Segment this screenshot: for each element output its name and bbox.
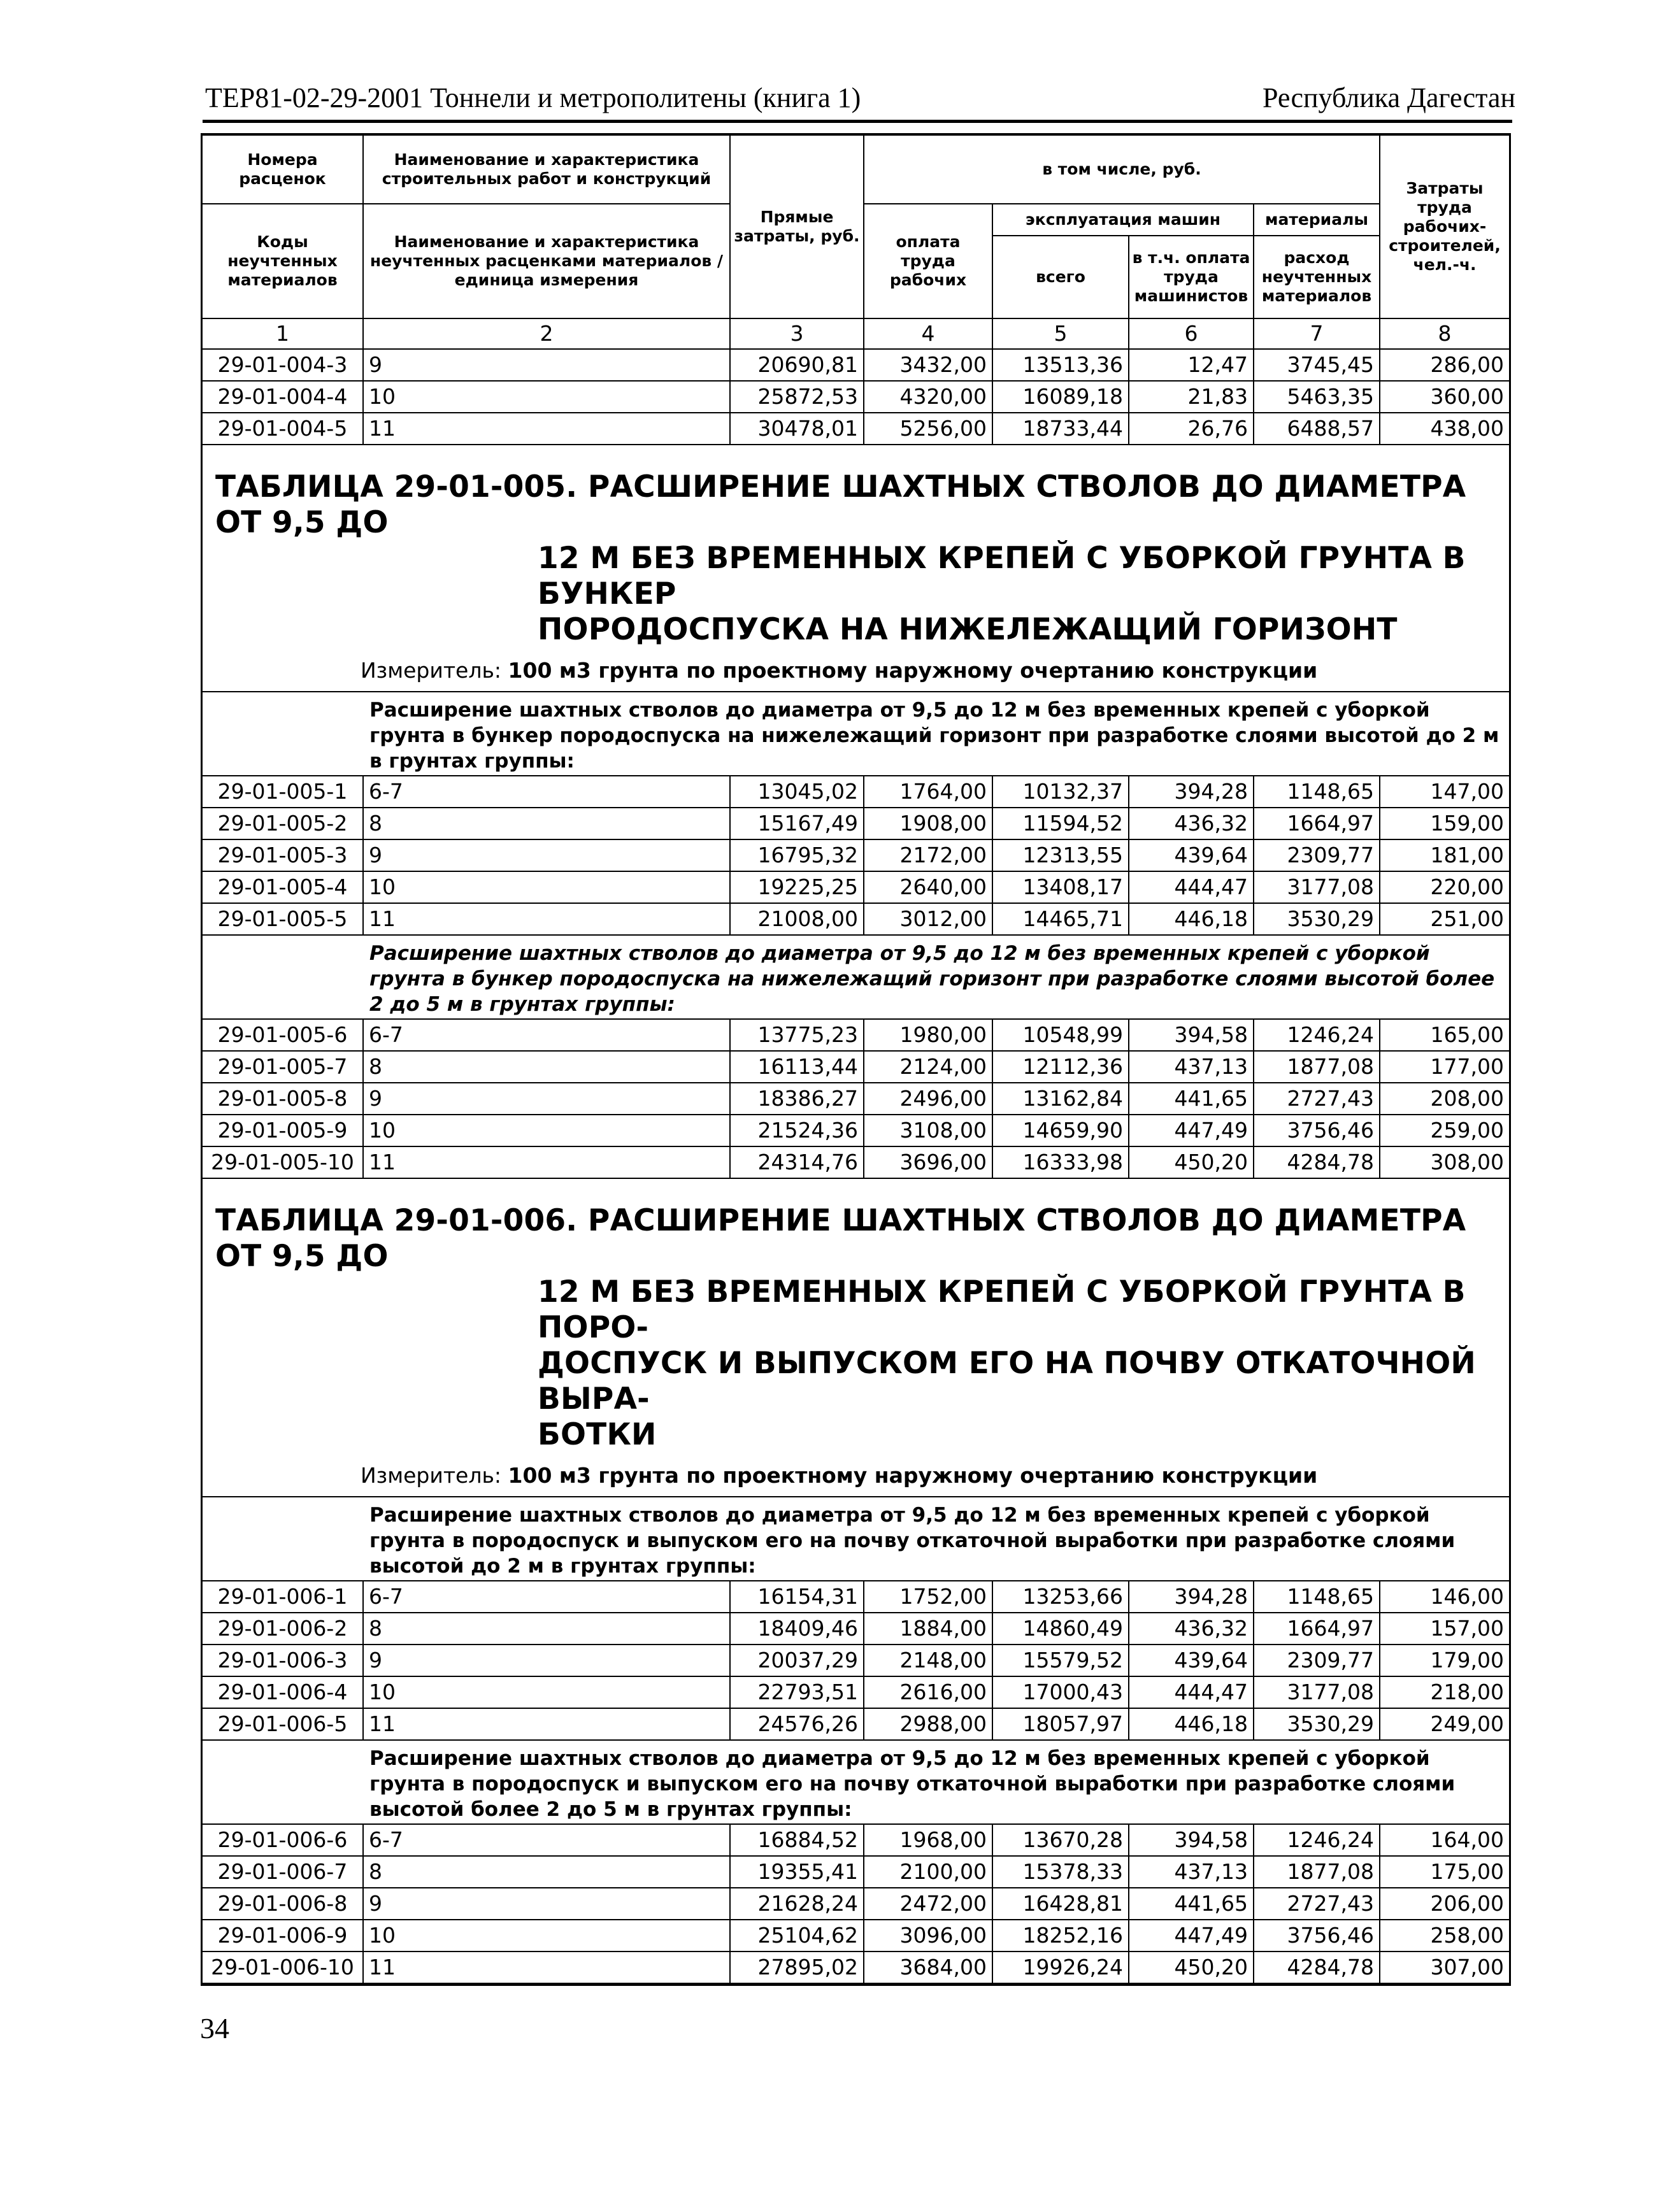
value-cell: 2640,00	[864, 871, 992, 903]
soil-group-cell: 9	[363, 839, 730, 871]
measure-line	[203, 653, 1509, 691]
value-cell: 1877,08	[1254, 1051, 1380, 1083]
value-cell: 2172,00	[864, 839, 992, 871]
column-number: 4	[864, 318, 992, 349]
group-heading-row	[203, 1497, 1509, 1581]
value-cell: 3432,00	[864, 349, 992, 381]
value-cell: 3745,45	[1254, 349, 1380, 381]
group-heading-row	[203, 692, 1509, 776]
value-cell: 159,00	[1380, 808, 1509, 839]
group-heading-spacer	[203, 935, 363, 1019]
table-row	[203, 1676, 1509, 1708]
col1-bottom-header: Коды неучтенных материалов	[203, 204, 363, 318]
value-cell: 164,00	[1380, 1824, 1509, 1856]
rate-code-cell: 29-01-005-1	[203, 776, 363, 808]
soil-group-cell: 8	[363, 1856, 730, 1888]
rate-code-cell: 29-01-005-10	[203, 1146, 363, 1178]
value-cell: 3530,29	[1254, 1708, 1380, 1740]
value-cell: 3756,46	[1254, 1920, 1380, 1952]
soil-group-cell: 6-7	[363, 1581, 730, 1613]
value-cell: 12313,55	[992, 839, 1129, 871]
measure-value: 100 м3 грунта по проектному наружному очертанию конструкции	[508, 658, 1318, 683]
table-row	[203, 1952, 1509, 1983]
value-cell: 439,64	[1129, 1645, 1254, 1676]
value-cell: 11594,52	[992, 808, 1129, 839]
value-cell: 2727,43	[1254, 1083, 1380, 1115]
value-cell: 18386,27	[730, 1083, 864, 1115]
soil-group-cell: 6-7	[363, 1019, 730, 1051]
document-header-region: Республика Дагестан	[1262, 82, 1515, 113]
value-cell: 157,00	[1380, 1613, 1509, 1645]
value-cell: 441,65	[1129, 1083, 1254, 1115]
value-cell: 394,28	[1129, 1581, 1254, 1613]
value-cell: 21524,36	[730, 1115, 864, 1146]
group-heading-text: Расширение шахтных стволов до диаметра от 9,5 до 12 м без временных крепей с уборкой грунта в бункер породоспуска на нижележащий горизонт при разработке слоями высотой более 2 до 5 м в грунтах группы:	[369, 942, 1495, 1016]
value-cell: 4284,78	[1254, 1146, 1380, 1178]
col6-header: в т.ч. оплата труда машинистов	[1129, 236, 1254, 318]
value-cell: 251,00	[1380, 903, 1509, 935]
group-heading-row	[203, 935, 1509, 1019]
soil-group-cell: 11	[363, 1146, 730, 1178]
soil-group-cell: 9	[363, 1888, 730, 1920]
column-number: 1	[203, 318, 363, 349]
soil-group-cell: 9	[363, 1083, 730, 1115]
table-title-line: 12 М БЕЗ ВРЕМЕННЫХ КРЕПЕЙ С УБОРКОЙ ГРУНТА В ПОРО-	[538, 1274, 1466, 1345]
group-heading-text: Расширение шахтных стволов до диаметра от 9,5 до 12 м без временных крепей с уборкой грунта в породоспуск и выпуском его на почву откаточной выработки при разработке слоями высотой до 2 м в грунтах группы:	[369, 1504, 1456, 1578]
value-cell: 13775,23	[730, 1019, 864, 1051]
value-cell: 450,20	[1129, 1952, 1254, 1983]
soil-group-cell: 11	[363, 1708, 730, 1740]
value-cell: 21008,00	[730, 903, 864, 935]
table-title-line: ПОРОДОСПУСКА НА НИЖЕЛЕЖАЩИЙ ГОРИЗОНТ	[538, 612, 1398, 647]
table-title-line: ТАБЛИЦА 29-01-006. РАСШИРЕНИЕ ШАХТНЫХ СТВОЛОВ ДО ДИАМЕТРА ОТ 9,5 ДО	[215, 1203, 1466, 1274]
value-cell: 21,83	[1129, 381, 1254, 413]
included-header: в том числе, руб.	[864, 136, 1380, 204]
value-cell: 249,00	[1380, 1708, 1509, 1740]
value-cell: 30478,01	[730, 413, 864, 445]
rate-code-cell: 29-01-004-3	[203, 349, 363, 381]
value-cell: 286,00	[1380, 349, 1509, 381]
table-row	[203, 1613, 1509, 1645]
value-cell: 24314,76	[730, 1146, 864, 1178]
value-cell: 441,65	[1129, 1888, 1254, 1920]
value-cell: 2727,43	[1254, 1888, 1380, 1920]
value-cell: 17000,43	[992, 1676, 1129, 1708]
value-cell: 1246,24	[1254, 1019, 1380, 1051]
value-cell: 165,00	[1380, 1019, 1509, 1051]
value-cell: 18733,44	[992, 413, 1129, 445]
value-cell: 2616,00	[864, 1676, 992, 1708]
value-cell: 2309,77	[1254, 839, 1380, 871]
value-cell: 394,28	[1129, 776, 1254, 808]
machines-header: эксплуатация машин	[992, 204, 1254, 236]
value-cell: 25872,53	[730, 381, 864, 413]
value-cell: 1877,08	[1254, 1856, 1380, 1888]
table-row	[203, 839, 1509, 871]
group-heading-spacer	[203, 1497, 363, 1581]
rate-code-cell: 29-01-006-3	[203, 1645, 363, 1676]
value-cell: 19225,25	[730, 871, 864, 903]
measure-value: 100 м3 грунта по проектному наружному очертанию конструкции	[508, 1463, 1318, 1488]
rate-code-cell: 29-01-006-6	[203, 1824, 363, 1856]
value-cell: 436,32	[1129, 808, 1254, 839]
rate-code-cell: 29-01-005-6	[203, 1019, 363, 1051]
value-cell: 12112,36	[992, 1051, 1129, 1083]
value-cell: 4284,78	[1254, 1952, 1380, 1983]
section-heading-cell	[203, 445, 1509, 692]
rate-code-cell: 29-01-006-4	[203, 1676, 363, 1708]
group-heading-text: Расширение шахтных стволов до диаметра от 9,5 до 12 м без временных крепей с уборкой грунта в бункер породоспуска на нижележащий горизонт при разработке слоями высотой до 2 м в грунтах группы:	[369, 699, 1499, 773]
table-row	[203, 1581, 1509, 1613]
table-row	[203, 1824, 1509, 1856]
table-row	[203, 776, 1509, 808]
value-cell: 14659,90	[992, 1115, 1129, 1146]
value-cell: 18409,46	[730, 1613, 864, 1645]
value-cell: 3096,00	[864, 1920, 992, 1952]
column-number: 3	[730, 318, 864, 349]
value-cell: 16113,44	[730, 1051, 864, 1083]
value-cell: 3756,46	[1254, 1115, 1380, 1146]
value-cell: 2472,00	[864, 1888, 992, 1920]
value-cell: 307,00	[1380, 1952, 1509, 1983]
rate-code-cell: 29-01-005-8	[203, 1083, 363, 1115]
table-row	[203, 1083, 1509, 1115]
column-number: 2	[363, 318, 730, 349]
page-number: 34	[200, 2012, 229, 2044]
value-cell: 3177,08	[1254, 871, 1380, 903]
value-cell: 24576,26	[730, 1708, 864, 1740]
value-cell: 259,00	[1380, 1115, 1509, 1146]
value-cell: 394,58	[1129, 1824, 1254, 1856]
soil-group-cell: 10	[363, 1676, 730, 1708]
soil-group-cell: 10	[363, 871, 730, 903]
value-cell: 13045,02	[730, 776, 864, 808]
col3-header: Прямые затраты, руб.	[730, 136, 864, 318]
value-cell: 146,00	[1380, 1581, 1509, 1613]
group-heading-spacer	[203, 1740, 363, 1824]
value-cell: 447,49	[1129, 1115, 1254, 1146]
rate-code-cell: 29-01-005-9	[203, 1115, 363, 1146]
value-cell: 3108,00	[864, 1115, 992, 1146]
measure-label: Измеритель:	[361, 1463, 502, 1488]
soil-group-cell: 6-7	[363, 1824, 730, 1856]
value-cell: 1968,00	[864, 1824, 992, 1856]
rate-code-cell: 29-01-006-5	[203, 1708, 363, 1740]
value-cell: 446,18	[1129, 1708, 1254, 1740]
value-cell: 22793,51	[730, 1676, 864, 1708]
col1-top-header: Номера расценок	[203, 136, 363, 204]
value-cell: 218,00	[1380, 1676, 1509, 1708]
rate-code-cell: 29-01-006-7	[203, 1856, 363, 1888]
value-cell: 26,76	[1129, 413, 1254, 445]
value-cell: 444,47	[1129, 871, 1254, 903]
col2-bottom-header: Наименование и характеристика неучтенных расценками материалов / единица измерения	[363, 204, 730, 318]
rate-code-cell: 29-01-005-7	[203, 1051, 363, 1083]
header-rule	[203, 120, 1512, 123]
rate-code-cell: 29-01-005-3	[203, 839, 363, 871]
col8-header: Затраты труда рабочих-строителей, чел.-ч.	[1380, 136, 1509, 318]
rate-code-cell: 29-01-006-10	[203, 1952, 363, 1983]
table-row	[203, 871, 1509, 903]
value-cell: 14465,71	[992, 903, 1129, 935]
value-cell: 13670,28	[992, 1824, 1129, 1856]
table-row	[203, 1920, 1509, 1952]
materials-header: материалы	[1254, 204, 1380, 236]
value-cell: 1664,97	[1254, 808, 1380, 839]
rate-code-cell: 29-01-006-9	[203, 1920, 363, 1952]
value-cell: 6488,57	[1254, 413, 1380, 445]
value-cell: 179,00	[1380, 1645, 1509, 1676]
table-title-line: ТАБЛИЦА 29-01-005. РАСШИРЕНИЕ ШАХТНЫХ СТВОЛОВ ДО ДИАМЕТРА ОТ 9,5 ДО	[215, 469, 1466, 540]
table-row	[203, 1146, 1509, 1178]
value-cell: 447,49	[1129, 1920, 1254, 1952]
measure-label: Измеритель:	[361, 658, 502, 683]
rate-code-cell: 29-01-006-2	[203, 1613, 363, 1645]
soil-group-cell: 10	[363, 1920, 730, 1952]
value-cell: 25104,62	[730, 1920, 864, 1952]
soil-group-cell: 8	[363, 808, 730, 839]
group-heading-cell	[363, 935, 1509, 1019]
value-cell: 16428,81	[992, 1888, 1129, 1920]
value-cell: 360,00	[1380, 381, 1509, 413]
value-cell: 13513,36	[992, 349, 1129, 381]
value-cell: 2124,00	[864, 1051, 992, 1083]
price-table	[203, 136, 1509, 1984]
table-section-heading	[203, 1178, 1509, 1497]
table-section-heading	[203, 445, 1509, 692]
col5-header: всего	[992, 236, 1129, 318]
value-cell: 3177,08	[1254, 1676, 1380, 1708]
value-cell: 3012,00	[864, 903, 992, 935]
section-heading-cell	[203, 1178, 1509, 1497]
value-cell: 1246,24	[1254, 1824, 1380, 1856]
value-cell: 1884,00	[864, 1613, 992, 1645]
value-cell: 308,00	[1380, 1146, 1509, 1178]
soil-group-cell: 10	[363, 381, 730, 413]
column-number: 6	[1129, 318, 1254, 349]
measure-line	[203, 1458, 1509, 1496]
value-cell: 2496,00	[864, 1083, 992, 1115]
table-title-line: БОТКИ	[538, 1417, 657, 1452]
soil-group-cell: 6-7	[363, 776, 730, 808]
table-row	[203, 1645, 1509, 1676]
value-cell: 3684,00	[864, 1952, 992, 1983]
document-header-title: ТЕР81-02-29-2001 Тоннели и метрополитены (книга 1)	[205, 82, 861, 113]
value-cell: 438,00	[1380, 413, 1509, 445]
table-row	[203, 1888, 1509, 1920]
value-cell: 1980,00	[864, 1019, 992, 1051]
group-heading-cell	[363, 692, 1509, 776]
soil-group-cell: 9	[363, 349, 730, 381]
table-row	[203, 1708, 1509, 1740]
value-cell: 16795,32	[730, 839, 864, 871]
group-heading-cell	[363, 1740, 1509, 1824]
soil-group-cell: 10	[363, 1115, 730, 1146]
value-cell: 208,00	[1380, 1083, 1509, 1115]
value-cell: 13408,17	[992, 871, 1129, 903]
soil-group-cell: 11	[363, 413, 730, 445]
value-cell: 16884,52	[730, 1824, 864, 1856]
value-cell: 1148,65	[1254, 1581, 1380, 1613]
value-cell: 19926,24	[992, 1952, 1129, 1983]
value-cell: 437,13	[1129, 1856, 1254, 1888]
value-cell: 21628,24	[730, 1888, 864, 1920]
table-row	[203, 381, 1509, 413]
value-cell: 2309,77	[1254, 1645, 1380, 1676]
value-cell: 4320,00	[864, 381, 992, 413]
soil-group-cell: 11	[363, 903, 730, 935]
col2-top-header: Наименование и характеристика строительных работ и конструкций	[363, 136, 730, 204]
value-cell: 5463,35	[1254, 381, 1380, 413]
rate-code-cell: 29-01-006-1	[203, 1581, 363, 1613]
group-heading-spacer	[203, 692, 363, 776]
value-cell: 177,00	[1380, 1051, 1509, 1083]
value-cell: 16089,18	[992, 381, 1129, 413]
table-row	[203, 1115, 1509, 1146]
value-cell: 10132,37	[992, 776, 1129, 808]
value-cell: 394,58	[1129, 1019, 1254, 1051]
column-number-row	[203, 318, 1509, 349]
value-cell: 439,64	[1129, 839, 1254, 871]
col4-header: оплата труда рабочих	[864, 204, 992, 318]
value-cell: 14860,49	[992, 1613, 1129, 1645]
value-cell: 18057,97	[992, 1708, 1129, 1740]
table-title-line: ДОСПУСК И ВЫПУСКОМ ЕГО НА ПОЧВУ ОТКАТОЧНОЙ ВЫРА-	[538, 1346, 1476, 1416]
value-cell: 12,47	[1129, 349, 1254, 381]
value-cell: 20690,81	[730, 349, 864, 381]
column-number: 7	[1254, 318, 1380, 349]
table-row	[203, 1051, 1509, 1083]
rate-code-cell: 29-01-006-8	[203, 1888, 363, 1920]
value-cell: 1664,97	[1254, 1613, 1380, 1645]
value-cell: 18252,16	[992, 1920, 1129, 1952]
table-row	[203, 903, 1509, 935]
value-cell: 436,32	[1129, 1613, 1254, 1645]
table-row	[203, 1019, 1509, 1051]
value-cell: 3530,29	[1254, 903, 1380, 935]
value-cell: 3696,00	[864, 1146, 992, 1178]
value-cell: 2100,00	[864, 1856, 992, 1888]
header-row-1	[203, 136, 1509, 204]
value-cell: 258,00	[1380, 1920, 1509, 1952]
value-cell: 15378,33	[992, 1856, 1129, 1888]
value-cell: 181,00	[1380, 839, 1509, 871]
group-heading-cell	[363, 1497, 1509, 1581]
table-title	[203, 1179, 1509, 1458]
table-title-line: 12 М БЕЗ ВРЕМЕННЫХ КРЕПЕЙ С УБОРКОЙ ГРУНТА В БУНКЕР	[538, 541, 1466, 611]
value-cell: 10548,99	[992, 1019, 1129, 1051]
value-cell: 2988,00	[864, 1708, 992, 1740]
value-cell: 19355,41	[730, 1856, 864, 1888]
value-cell: 450,20	[1129, 1146, 1254, 1178]
rate-code-cell: 29-01-004-5	[203, 413, 363, 445]
value-cell: 13253,66	[992, 1581, 1129, 1613]
value-cell: 175,00	[1380, 1856, 1509, 1888]
table-row	[203, 413, 1509, 445]
value-cell: 15167,49	[730, 808, 864, 839]
value-cell: 220,00	[1380, 871, 1509, 903]
price-table-frame	[201, 133, 1511, 1986]
value-cell: 446,18	[1129, 903, 1254, 935]
value-cell: 1764,00	[864, 776, 992, 808]
soil-group-cell: 8	[363, 1613, 730, 1645]
soil-group-cell: 8	[363, 1051, 730, 1083]
table-row	[203, 349, 1509, 381]
value-cell: 206,00	[1380, 1888, 1509, 1920]
rate-code-cell: 29-01-005-5	[203, 903, 363, 935]
rate-code-cell: 29-01-005-2	[203, 808, 363, 839]
value-cell: 13162,84	[992, 1083, 1129, 1115]
value-cell: 1148,65	[1254, 776, 1380, 808]
value-cell: 1752,00	[864, 1581, 992, 1613]
table-row	[203, 808, 1509, 839]
soil-group-cell: 9	[363, 1645, 730, 1676]
group-heading-row	[203, 1740, 1509, 1824]
value-cell: 16333,98	[992, 1146, 1129, 1178]
value-cell: 15579,52	[992, 1645, 1129, 1676]
value-cell: 444,47	[1129, 1676, 1254, 1708]
column-number: 5	[992, 318, 1129, 349]
value-cell: 1908,00	[864, 808, 992, 839]
value-cell: 437,13	[1129, 1051, 1254, 1083]
value-cell: 5256,00	[864, 413, 992, 445]
group-heading-text: Расширение шахтных стволов до диаметра от 9,5 до 12 м без временных крепей с уборкой грунта в породоспуск и выпуском его на почву откаточной выработки при разработке слоями высотой более 2 до 5 м в грунтах группы:	[369, 1747, 1456, 1821]
value-cell: 2148,00	[864, 1645, 992, 1676]
value-cell: 147,00	[1380, 776, 1509, 808]
value-cell: 20037,29	[730, 1645, 864, 1676]
table-row	[203, 1856, 1509, 1888]
soil-group-cell: 11	[363, 1952, 730, 1983]
rate-code-cell: 29-01-005-4	[203, 871, 363, 903]
value-cell: 27895,02	[730, 1952, 864, 1983]
column-number: 8	[1380, 318, 1509, 349]
value-cell: 16154,31	[730, 1581, 864, 1613]
rate-code-cell: 29-01-004-4	[203, 381, 363, 413]
table-title	[203, 445, 1509, 653]
col7-header: расход неучтенных материалов	[1254, 236, 1380, 318]
